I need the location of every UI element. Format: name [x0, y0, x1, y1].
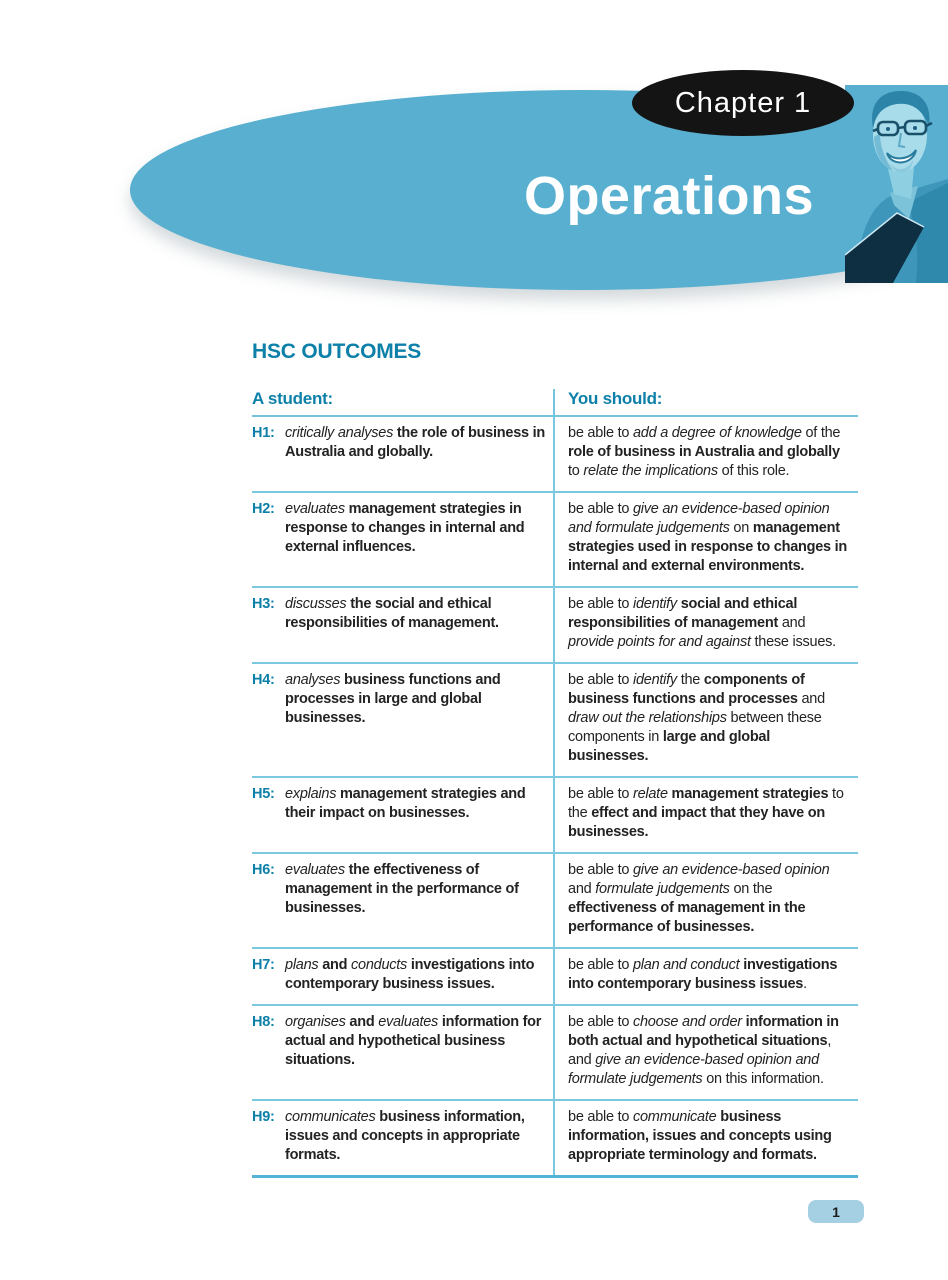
outcome-code: H8:: [252, 1014, 275, 1030]
text-segment: be able to: [568, 862, 633, 878]
student-text: [285, 1013, 545, 1089]
text-segment: critically analyses: [285, 425, 394, 441]
text-segment: and: [568, 881, 596, 897]
text-segment: management strategies and their impact on businesses.: [285, 786, 526, 821]
text-segment: and: [318, 957, 352, 973]
text-segment: communicate: [632, 1109, 717, 1125]
text-segment: business information, issues and concepts using appropriate terminology and formats.: [568, 1109, 832, 1163]
text-segment: evaluates: [285, 501, 345, 517]
should-cell: [553, 664, 858, 776]
text-segment: information in both actual and hypothetical situations: [568, 1014, 839, 1049]
text-segment: these issues.: [750, 634, 836, 650]
text-segment: analyses: [285, 672, 341, 688]
outcomes-table: [252, 389, 858, 1178]
text-segment: , and: [568, 1033, 832, 1068]
outcomes-table-header: [252, 389, 858, 417]
man-portrait-illustration: [845, 85, 948, 283]
hsc-outcomes-heading: HSC OUTCOMES: [252, 340, 422, 363]
column-header-student: A student:: [252, 389, 333, 408]
text-segment: and: [797, 691, 825, 707]
text-segment: on this information.: [702, 1071, 824, 1087]
text-segment: social and ethical responsibilities of management: [568, 596, 798, 631]
student-text: [285, 785, 545, 842]
text-segment: the effectiveness of management in the performance of businesses.: [285, 862, 519, 916]
student-cell: [252, 493, 553, 586]
table-row: [252, 949, 858, 1006]
text-segment: draw out the relationships: [568, 710, 727, 726]
outcome-code: H4:: [252, 672, 275, 688]
text-segment: provide points for and against: [568, 634, 751, 650]
text-segment: add a degree of knowledge: [632, 425, 802, 441]
text-segment: relate the implications: [583, 463, 718, 479]
student-cell: [252, 778, 553, 852]
page-number: 1: [832, 1203, 840, 1220]
text-segment: business information, issues and concepts in appropriate formats.: [285, 1109, 525, 1163]
text-segment: explains: [285, 786, 337, 802]
text-segment: choose and order: [632, 1014, 742, 1030]
outcome-code: H2:: [252, 501, 275, 517]
table-row: [252, 588, 858, 664]
main-content: [252, 340, 858, 1178]
text-segment: management strategies in response to changes in internal and external influences.: [285, 501, 525, 555]
text-segment: investigations into contemporary business issues: [568, 957, 838, 992]
student-cell: [252, 854, 553, 947]
text-segment: of this role.: [717, 463, 790, 479]
should-cell: [553, 417, 858, 491]
table-row: [252, 1101, 858, 1178]
text-segment: be able to: [568, 501, 633, 517]
outcome-code: H3:: [252, 596, 275, 612]
text-segment: the social and ethical responsibilities of management.: [285, 596, 499, 631]
student-text: [285, 671, 545, 766]
text-segment: of the: [801, 425, 841, 441]
student-text: [285, 861, 545, 937]
text-segment: relate: [632, 786, 668, 802]
text-segment: be able to: [568, 1014, 633, 1030]
text-segment: effectiveness of management in the performance of businesses.: [568, 900, 806, 935]
student-text: [285, 500, 545, 576]
should-cell: [553, 778, 858, 852]
text-segment: be able to: [568, 786, 633, 802]
outcome-code: H7:: [252, 957, 275, 973]
chapter-badge-label: Chapter 1: [674, 86, 812, 119]
text-segment: be able to: [568, 672, 633, 688]
text-segment: effect and impact that they have on businesses.: [568, 805, 825, 840]
hero-banner: [0, 0, 948, 315]
chapter-badge: [632, 70, 854, 136]
student-text: [285, 595, 545, 652]
outcome-code: H5:: [252, 786, 275, 802]
text-segment: role of business in Australia and globally: [568, 444, 840, 460]
text-segment: information for actual and hypothetical business situations.: [285, 1014, 542, 1068]
student-cell: [252, 1101, 553, 1175]
text-segment: on: [729, 520, 753, 536]
text-segment: discusses: [285, 596, 347, 612]
text-segment: the: [676, 672, 704, 688]
text-segment: between these components in: [568, 710, 822, 745]
text-segment: plan and conduct: [632, 957, 740, 973]
table-row: [252, 493, 858, 588]
text-segment: be able to: [568, 1109, 633, 1125]
text-segment: to: [568, 463, 584, 479]
table-row: [252, 664, 858, 778]
text-segment: evaluates: [378, 1014, 439, 1030]
text-segment: identify: [632, 596, 677, 612]
text-segment: communicates: [285, 1109, 376, 1125]
text-segment: conducts: [351, 957, 408, 973]
text-segment: formulate judgements: [595, 881, 730, 897]
should-cell: [553, 949, 858, 1004]
student-text: [285, 424, 545, 481]
text-segment: and: [778, 615, 806, 631]
text-segment: give an evidence-based opinion and formulate judgements: [568, 1052, 819, 1087]
text-segment: be able to: [568, 596, 633, 612]
table-row: [252, 778, 858, 854]
student-cell: [252, 588, 553, 662]
chapter-photo: [845, 85, 948, 283]
student-cell: [252, 949, 553, 1004]
should-cell: [553, 588, 858, 662]
text-segment: and: [345, 1014, 379, 1030]
text-segment: give an evidence-based opinion and formulate judgements: [568, 501, 830, 536]
text-segment: organises: [285, 1014, 346, 1030]
text-segment: be able to: [568, 425, 633, 441]
column-header-should: You should:: [553, 389, 858, 415]
text-segment: the role of business in Australia and globally.: [285, 425, 545, 460]
text-segment: business functions and processes in large and global businesses.: [285, 672, 501, 726]
outcome-code: H1:: [252, 425, 275, 441]
text-segment: be able to: [568, 957, 633, 973]
student-cell: [252, 417, 553, 491]
outcome-code: H6:: [252, 862, 275, 878]
table-row: [252, 1006, 858, 1101]
text-segment: components of business functions and processes: [568, 672, 805, 707]
should-cell: [553, 493, 858, 586]
chapter-title: Operations: [523, 166, 814, 226]
text-segment: give an evidence-based opinion: [632, 862, 830, 878]
text-segment: to the: [568, 786, 844, 821]
table-row: [252, 417, 858, 493]
text-segment: management strategies used in response to changes in internal and external environments.: [568, 520, 848, 574]
student-cell: [252, 1006, 553, 1099]
text-segment: investigations into contemporary business issues.: [285, 957, 535, 992]
outcomes-table-body: [252, 417, 858, 1178]
text-segment: plans: [285, 957, 319, 973]
text-segment: evaluates: [285, 862, 345, 878]
should-cell: [553, 1101, 858, 1175]
student-cell: [252, 664, 553, 776]
text-segment: management strategies: [671, 786, 829, 802]
should-cell: [553, 854, 858, 947]
table-row: [252, 854, 858, 949]
text-segment: identify: [632, 672, 677, 688]
text-segment: on the: [729, 881, 773, 897]
student-text: [285, 956, 545, 994]
should-cell: [553, 1006, 858, 1099]
page-number-badge: [808, 1200, 864, 1223]
text-segment: .: [803, 976, 807, 992]
outcome-code: H9:: [252, 1109, 275, 1125]
student-text: [285, 1108, 545, 1165]
text-segment: large and global businesses.: [568, 729, 771, 764]
